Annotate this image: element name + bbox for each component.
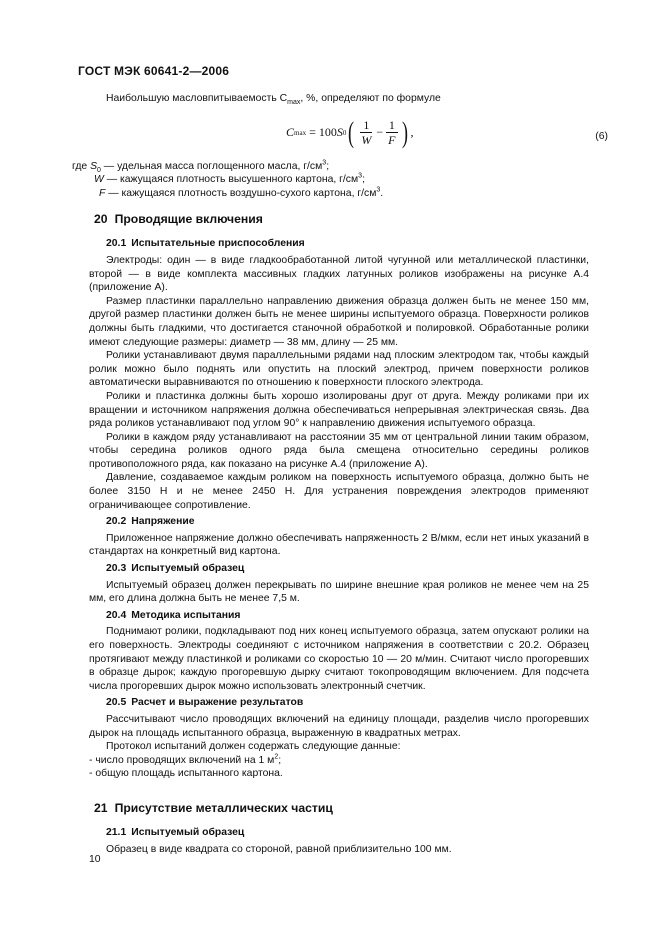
section-21-title: Присутствие металлических частиц	[114, 800, 333, 815]
subsection-20-2-title: Напряжение	[131, 516, 195, 528]
legend-w-symbol: W	[94, 174, 104, 186]
legend-f-text: — кажущаяся плотность воздушно-сухого картона, г/см	[105, 187, 377, 199]
subsection-20-1-number: 20.1	[106, 238, 127, 250]
paragraph-20-1-f: Давление, создаваемое каждым роликом на поверхность испытуемого образца, должно быть не более 3150 Н и не менее 2450 Н. Для устранения повреждения электродов применяют ограничивающее сопротивление.	[89, 472, 589, 511]
formula-den1: W	[361, 133, 372, 148]
paragraph-20-3: Испытуемый образец должен перекрывать по ширине внешние края роликов не менее чем на 25 мм, его длина должна быть не менее 7,5 м.	[89, 579, 589, 605]
paragraph-20-1-e: Ролики в каждом ряду устанавливают на расстоянии 35 мм от центральной линии таким образом, чтобы середина роликов одного ряда была смещена относительно середины роликов противоположного ряда, как показано на рисунке А.4 (приложение А).	[89, 431, 589, 470]
legend-w-text: — кажущаяся плотность высушенного картона, г/см	[103, 174, 359, 186]
legend-f-end: .	[380, 187, 384, 199]
equation-number: (6)	[595, 130, 608, 142]
page-body	[72, 92, 608, 856]
section-20-heading	[94, 212, 589, 227]
formula-close-paren: )	[402, 115, 409, 149]
paragraph-20-4: Поднимают ролики, подкладывают под них конец испытуемого образца, затем опускают ролики на его поверхность. Электроды соединяют с источником напряжения в соответствии с 20.2. Образец протягивают между пластинкой и роликами со скоростью 10 — 20 м/мин. Считают число прогоревших в образце дырок; каждую прогоревшую дырку считают токопроводящим включением. Для подсчета числа прогоревших дырок можно использовать электронный счетчик.	[89, 626, 589, 692]
subsection-21-1-title: Испытуемый образец	[131, 826, 245, 838]
list-item-1	[89, 754, 589, 768]
formula-intro-text: Наибольшую масловпитываемость C	[106, 93, 288, 104]
formula: C max = 100 S 0 ( $\frac{1}{W}$ − $\frac{1}{F}$ ) ,	[286, 115, 414, 149]
legend-s0-symbol: S	[90, 160, 97, 172]
paragraph-20-5-a: Рассчитывают число проводящих включений на единицу площади, разделив число прогоревших дырок на площадь испытанного образца, выраженную в квадратных метрах.	[89, 713, 589, 739]
subsection-20-5-title: Расчет и выражение результатов	[131, 697, 304, 709]
legend-s0	[72, 160, 589, 174]
paragraph-21-1: Образец в виде квадрата со стороной, равной приблизительно 100 мм.	[106, 843, 452, 855]
subsection-21-1-number: 21.1	[106, 826, 127, 838]
legend-f	[72, 187, 589, 201]
formula-den2: F	[388, 133, 396, 148]
formula-open-paren: (	[348, 115, 355, 149]
subsection-20-5-number: 20.5	[106, 697, 127, 709]
paragraph-20-1-d: Ролики и пластинка должны быть хорошо изолированы друг от друга. Между роликами при их вращении и источником напряжения должна обеспечиваться непрерывная электрическая связь. Два ряда роликов устанавливают под углом 90° к направлению движения испытуемого образца.	[89, 390, 589, 430]
formula-num2: 1	[386, 118, 398, 133]
subsection-20-4-number: 20.4	[106, 609, 127, 621]
subsection-20-4-title: Методика испытания	[131, 609, 241, 621]
legend-f-sup: 3	[376, 186, 381, 194]
legend-lead: где	[72, 160, 91, 172]
legend-w	[72, 173, 589, 187]
page-number: 10	[89, 854, 101, 865]
formula-legend	[72, 160, 589, 201]
legend-w-end: ;	[362, 174, 365, 186]
list-item-2: - общую площадь испытанного картона.	[89, 768, 283, 780]
formula-eq: = 100	[306, 124, 337, 139]
subsection-20-1-title: Испытательные приспособления	[131, 238, 305, 250]
legend-s0-end: ;	[326, 160, 330, 172]
legend-w-sup: 3	[358, 172, 363, 180]
subsection-20-1-heading	[106, 237, 589, 251]
section-20-title: Проводящие включения	[114, 212, 263, 227]
formula-intro-sub: max	[287, 99, 301, 107]
subsection-20-4-heading	[106, 609, 589, 623]
section-21-number: 21	[94, 800, 108, 815]
formula-minus: −	[376, 124, 384, 139]
paragraph-20-5-b: Протокол испытаний должен содержать следующие данные:	[106, 741, 401, 753]
paragraph-20-1-a: Электроды: один — в виде гладкообработанной литой чугунной или металлической пластинки, второй — в виде комплекта массивных гладких латунных роликов изображены на рисунке А.4 (приложение А).	[89, 254, 589, 294]
formula-intro-tail: , %, определяют по формуле	[300, 93, 441, 104]
section-20-number: 20	[94, 212, 108, 227]
paragraph-20-1-c: Ролики устанавливают двумя параллельными рядами над плоским электродом так, чтобы каждый ролик можно было поднять или опустить на плоский электрод, причем поверхности роликов автоматически выравниваются по отношению к поверхности плоского электрода.	[89, 350, 589, 389]
legend-f-symbol: F	[99, 187, 106, 199]
formula-fraction-2	[385, 118, 398, 147]
formula-comma: ,	[410, 124, 414, 139]
formula-s: S	[336, 124, 343, 139]
subsection-20-2-heading	[106, 515, 589, 529]
paragraph-20-2: Приложенное напряжение должно обеспечивать напряженность 2 В/мкм, если нет иных указаний в стандартах на конкретный вид картона.	[89, 532, 589, 558]
legend-s0-text: — удельная масса поглощенного масла, г/см	[100, 160, 323, 172]
subsection-20-2-number: 20.2	[106, 516, 127, 528]
list-item-1-end: ;	[278, 754, 282, 766]
formula-lhs: C	[286, 124, 295, 139]
legend-s0-sup: 3	[322, 159, 327, 167]
subsection-20-3-title: Испытуемый образец	[131, 563, 245, 575]
formula-block	[89, 112, 608, 156]
subsection-20-3-number: 20.3	[106, 563, 127, 575]
formula-num1: 1	[360, 118, 372, 133]
subsection-20-5-heading	[106, 696, 589, 710]
subsection-21-1-heading	[106, 826, 589, 840]
section-21-heading	[94, 801, 589, 816]
formula-intro	[89, 92, 589, 106]
legend-s0-sub: 0	[97, 166, 101, 174]
subsection-20-3-heading	[106, 562, 589, 576]
list-item-1-text: - число проводящих включений на 1 м	[89, 754, 275, 766]
formula-fraction-1	[358, 118, 374, 147]
list-item-1-sup: 2	[274, 753, 279, 761]
paragraph-20-1-b: Размер пластинки параллельно направлению движения образца должен быть не менее 150 мм, другой размер пластинки должен быть не менее ширины испытуемого образца. Поверхности роликов должны быть гладкими, что достигается станочной обработкой и полировкой. Обработанные ролики имеют следующие размеры: диаметр — 38 мм, длину — 25 мм.	[89, 295, 589, 348]
running-header: ГОСТ МЭК 60641-2—2006	[78, 64, 230, 78]
